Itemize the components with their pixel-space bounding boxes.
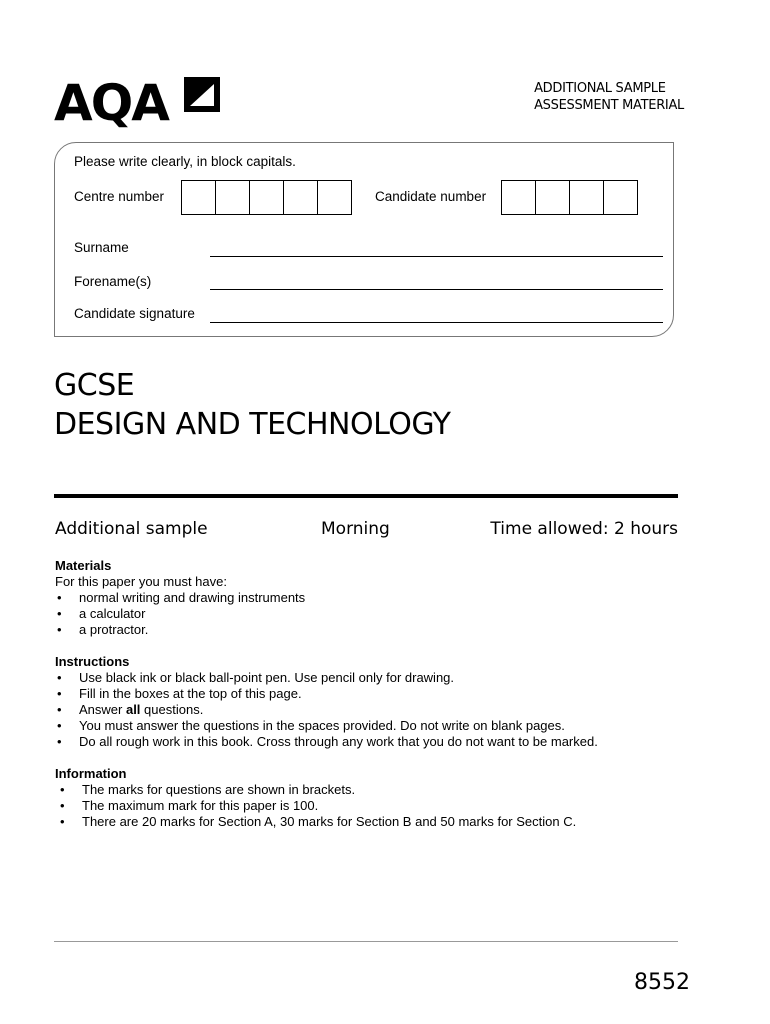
list-item: • You must answer the questions in the spaces provided. Do not write on blank pages.: [55, 718, 598, 734]
header-note-line1: ADDITIONAL SAMPLE: [534, 81, 666, 96]
forenames-label: Forename(s): [74, 274, 152, 289]
instruction-answer-post: questions.: [140, 702, 204, 717]
signature-line[interactable]: [210, 322, 663, 323]
paper-code: 8552: [634, 970, 690, 995]
candidate-number-boxes[interactable]: [502, 180, 638, 215]
candidate-details-box: [54, 142, 674, 337]
header-note-line2: ASSESSMENT MATERIAL: [534, 98, 684, 113]
information-section: [55, 766, 576, 830]
instructions-heading: Instructions: [55, 654, 130, 669]
title-rule: [54, 494, 678, 498]
surname-label: Surname: [74, 240, 129, 255]
candidate-number-digit[interactable]: [535, 180, 570, 215]
list-item: • Fill in the boxes at the top of this page.: [55, 686, 598, 702]
centre-number-digit[interactable]: [283, 180, 318, 215]
paper-title: [54, 366, 450, 444]
logo-mark-icon: [182, 74, 222, 114]
list-item: • The maximum mark for this paper is 100.: [55, 798, 576, 814]
centre-number-digit[interactable]: [215, 180, 250, 215]
logo-text: AQA: [54, 74, 168, 132]
materials-heading: Materials: [55, 558, 112, 573]
list-item: • The marks for questions are shown in brackets.: [55, 782, 576, 798]
footer-rule: [54, 941, 678, 942]
information-heading: Information: [55, 766, 127, 781]
header-note: [534, 80, 684, 114]
instruction-answer-emphasis: all: [125, 702, 141, 717]
list-item: • Use black ink or black ball-point pen. Use pencil only for drawing.: [55, 670, 598, 686]
materials-list: [55, 590, 305, 638]
centre-number-digit[interactable]: [181, 180, 216, 215]
meta-session: Morning: [321, 519, 390, 539]
instruction-answer-pre: Answer: [79, 702, 126, 717]
list-item: • a protractor.: [55, 622, 305, 638]
instructions-section: [55, 654, 598, 750]
meta-time-allowed: Time allowed: 2 hours: [490, 519, 678, 539]
list-item: • There are 20 marks for Section A, 30 marks for Section B and 50 marks for Section C.: [55, 814, 576, 830]
centre-number-digit[interactable]: [317, 180, 352, 215]
meta-series: Additional sample: [55, 519, 208, 539]
materials-section: [55, 558, 305, 638]
list-item: • normal writing and drawing instruments: [55, 590, 305, 606]
centre-number-digit[interactable]: [249, 180, 284, 215]
information-list: [55, 782, 576, 830]
centre-number-boxes[interactable]: [182, 180, 352, 215]
signature-label: Candidate signature: [74, 306, 195, 321]
list-item: [55, 702, 598, 718]
instructions-list: [55, 670, 598, 750]
form-instruction: Please write clearly, in block capitals.: [74, 154, 296, 169]
candidate-number-digit[interactable]: [569, 180, 604, 215]
centre-number-label: Centre number: [74, 189, 165, 204]
candidate-number-digit[interactable]: [501, 180, 536, 215]
list-item: • Do all rough work in this book. Cross through any work that you do not want to be marked.: [55, 734, 598, 750]
title-line-qualification: GCSE: [54, 368, 135, 403]
title-line-subject: DESIGN AND TECHNOLOGY: [54, 407, 451, 442]
list-item: • a calculator: [55, 606, 305, 622]
surname-line[interactable]: [210, 256, 663, 257]
forenames-line[interactable]: [210, 289, 663, 290]
materials-intro: For this paper you must have:: [55, 574, 227, 589]
candidate-number-label: Candidate number: [375, 189, 487, 204]
candidate-number-digit[interactable]: [603, 180, 638, 215]
